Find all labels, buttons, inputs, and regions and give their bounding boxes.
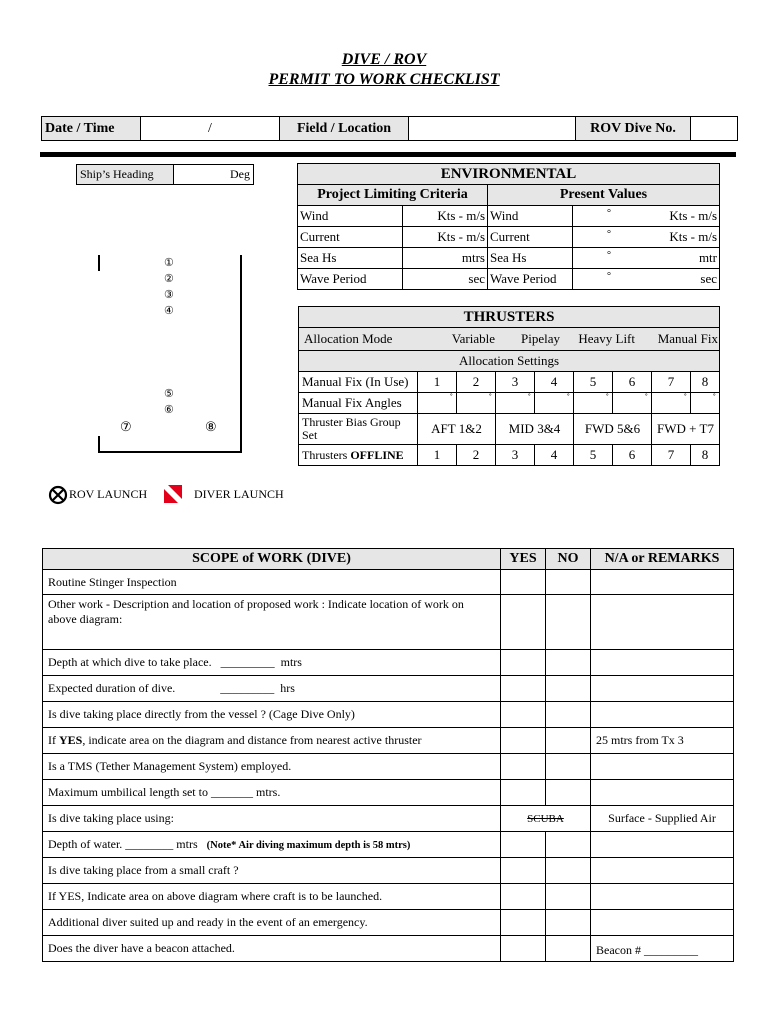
limit-field[interactable]: mtrs [403, 248, 488, 269]
offline-cell[interactable]: 2 [457, 445, 496, 466]
diver-down-flag-icon [164, 485, 182, 503]
header-divider [40, 152, 736, 157]
mode-manual-fix-option[interactable]: Manual Fix [657, 331, 718, 346]
remarks-cell[interactable] [591, 702, 734, 728]
yes-cell[interactable] [501, 570, 546, 595]
remarks-cell[interactable] [591, 650, 734, 676]
ships-heading-field[interactable]: Deg [174, 165, 254, 185]
remarks-cell[interactable] [591, 780, 734, 806]
yes-header: YES [501, 549, 546, 570]
limit-criteria-header: Project Limiting Criteria [298, 185, 488, 206]
yes-cell[interactable] [501, 728, 546, 754]
table-row: If YES, Indicate area on above diagram where craft is to be launched. [43, 884, 734, 910]
vessel-outline-left [98, 255, 100, 271]
field-location-field[interactable] [409, 117, 576, 141]
angle-cell[interactable]: ˚ [418, 393, 457, 414]
manual-fix-row: Manual Fix (In Use) 1 2 3 4 5 6 7 8 [299, 372, 720, 393]
env-row-wave-period: Wave Period sec Wave Period ° sec [298, 269, 720, 290]
present-field[interactable]: ° mtr [573, 248, 720, 269]
no-cell[interactable] [546, 754, 591, 780]
offline-cell[interactable]: 5 [574, 445, 613, 466]
remarks-header: N/A or REMARKS [591, 549, 734, 570]
table-row: Other work - Description and location of proposed work : Indicate location of work on above diagram: [43, 595, 734, 650]
table-row: Is dive taking place directly from the vessel ? (Cage Dive Only) [43, 702, 734, 728]
table-row: Does the diver have a beacon attached. Beacon # _________ [43, 936, 734, 962]
rov-launch-icon [48, 485, 68, 505]
yes-cell[interactable] [501, 910, 546, 936]
angle-cell[interactable]: ˚ [535, 393, 574, 414]
table-row: Depth at which dive to take place. _________ mtrs [43, 650, 734, 676]
yes-cell[interactable] [501, 884, 546, 910]
no-cell[interactable] [546, 858, 591, 884]
bias-group-fwd-t7[interactable]: FWD + T7 [652, 414, 720, 445]
yes-cell[interactable] [501, 676, 546, 702]
remarks-cell[interactable] [591, 676, 734, 702]
thrusters-offline-row: Thrusters OFFLINE 1 2 3 4 5 6 7 8 [299, 445, 720, 466]
no-cell[interactable] [546, 910, 591, 936]
allocation-mode-label: Allocation Mode [304, 331, 393, 346]
bias-group-aft[interactable]: AFT 1&2 [418, 414, 496, 445]
table-row: Routine Stinger Inspection [43, 570, 734, 595]
thruster-marker-4: ④ [164, 305, 174, 317]
rov-launch-label: ROV LAUNCH [69, 487, 148, 501]
angle-cell[interactable]: ˚ [613, 393, 652, 414]
yes-cell[interactable] [501, 595, 546, 650]
no-cell[interactable] [546, 728, 591, 754]
bias-group-mid[interactable]: MID 3&4 [496, 414, 574, 445]
no-cell[interactable] [546, 884, 591, 910]
env-row-sea-hs: Sea Hs mtrs Sea Hs ° mtr [298, 248, 720, 269]
table-row: Is a TMS (Tether Management System) employed. [43, 754, 734, 780]
manual-fix-cell[interactable]: 1 [418, 372, 457, 393]
limit-field[interactable]: Kts - m/s [403, 206, 488, 227]
angle-cell[interactable]: ˚ [574, 393, 613, 414]
thruster-marker-2: ② [164, 273, 174, 285]
thruster-marker-8: ⑧ [205, 419, 217, 434]
manual-fix-cell[interactable]: 3 [496, 372, 535, 393]
env-row-current: Current Kts - m/s Current ° Kts - m/s [298, 227, 720, 248]
remarks-cell[interactable] [591, 754, 734, 780]
no-cell[interactable] [546, 780, 591, 806]
yes-cell[interactable] [501, 858, 546, 884]
angle-cell[interactable]: ˚ [691, 393, 720, 414]
no-cell[interactable] [546, 570, 591, 595]
angle-cell[interactable]: ˚ [496, 393, 535, 414]
thruster-marker-7: ⑦ [120, 419, 132, 434]
allocation-mode-row [299, 328, 720, 351]
table-row: Expected duration of dive. _________ hrs [43, 676, 734, 702]
remarks-cell[interactable] [591, 570, 734, 595]
environmental-table [297, 163, 720, 290]
vessel-outline-right [240, 255, 242, 452]
table-row: Additional diver suited up and ready in the event of an emergency. [43, 910, 734, 936]
limit-field[interactable]: sec [403, 269, 488, 290]
form-title-line2: PERMIT TO WORK CHECKLIST [268, 71, 500, 88]
mode-pipelay-option[interactable]: Pipelay [521, 331, 560, 346]
thruster-marker-6: ⑥ [164, 404, 174, 416]
offline-cell[interactable]: 1 [418, 445, 457, 466]
scope-title: SCOPE of WORK (DIVE) [43, 549, 501, 570]
mode-heavy-lift-option[interactable]: Heavy Lift [578, 331, 635, 346]
diver-launch-label: DIVER LAUNCH [194, 487, 284, 501]
present-field[interactable]: ° Kts - m/s [573, 227, 720, 248]
surface-supplied-air-option[interactable]: Surface - Supplied Air [591, 806, 734, 832]
angle-cell[interactable]: ˚ [457, 393, 496, 414]
remarks-cell[interactable] [591, 910, 734, 936]
thruster-bias-row: Thruster Bias Group Set AFT 1&2 MID 3&4 FWD 5&6 FWD + T7 [299, 414, 720, 445]
manual-fix-cell[interactable]: 6 [613, 372, 652, 393]
remarks-cell[interactable] [591, 884, 734, 910]
present-values-header: Present Values [488, 185, 720, 206]
yes-cell[interactable] [501, 702, 546, 728]
manual-fix-cell[interactable]: 2 [457, 372, 496, 393]
table-row: Maximum umbilical length set to _______ mtrs. [43, 780, 734, 806]
table-row: Is dive taking place using: SCUBA Surface - Supplied Air [43, 806, 734, 832]
yes-cell[interactable] [501, 936, 546, 962]
offline-cell[interactable]: 8 [691, 445, 720, 466]
manual-fix-cell[interactable]: 8 [691, 372, 720, 393]
offline-cell[interactable]: 6 [613, 445, 652, 466]
present-field[interactable]: ° Kts - m/s [573, 206, 720, 227]
header-table [41, 116, 738, 141]
no-cell[interactable] [546, 595, 591, 650]
remarks-cell[interactable] [591, 858, 734, 884]
beacon-number-field[interactable]: Beacon # _________ [591, 936, 734, 962]
thruster-marker-1: ① [164, 257, 174, 269]
vessel-outline-bottom [100, 451, 242, 453]
no-header: NO [546, 549, 591, 570]
scope-of-work-table [42, 548, 734, 962]
mode-variable-option[interactable]: Variable [451, 331, 495, 346]
manual-fix-cell[interactable]: 4 [535, 372, 574, 393]
yes-cell[interactable] [501, 650, 546, 676]
remarks-cell[interactable]: 25 mtrs from Tx 3 [591, 728, 734, 754]
no-cell[interactable] [546, 676, 591, 702]
allocation-settings-label: Allocation Settings [299, 351, 720, 372]
scuba-option[interactable]: SCUBA [501, 806, 591, 832]
no-cell[interactable] [546, 936, 591, 962]
environmental-title: ENVIRONMENTAL [298, 164, 720, 185]
thrusters-table [298, 306, 720, 466]
no-cell[interactable] [546, 702, 591, 728]
no-cell[interactable] [546, 832, 591, 858]
rov-dive-no-label: ROV Dive No. [576, 117, 691, 141]
yes-cell[interactable] [501, 832, 546, 858]
env-row-wind: Wind Kts - m/s Wind ° Kts - m/s [298, 206, 720, 227]
table-row: Depth of water. ________ mtrs (Note* Air diving maximum depth is 58 mtrs) [43, 832, 734, 858]
angle-cell[interactable]: ˚ [652, 393, 691, 414]
form-title-line1: DIVE / ROV [341, 51, 427, 68]
bias-group-fwd[interactable]: FWD 5&6 [574, 414, 652, 445]
ships-heading-label: Ship’s Heading [77, 165, 174, 185]
thruster-marker-5: ⑤ [164, 388, 174, 400]
manual-fix-angles-row: Manual Fix Angles ˚ ˚ ˚ ˚ ˚ ˚ ˚ ˚ [299, 393, 720, 414]
thruster-marker-3: ③ [164, 289, 174, 301]
table-row: Is dive taking place from a small craft ? [43, 858, 734, 884]
offline-cell[interactable]: 7 [652, 445, 691, 466]
date-time-field[interactable]: / [141, 117, 280, 141]
vessel-outline-left-aft [98, 436, 100, 453]
manual-fix-cell[interactable]: 7 [652, 372, 691, 393]
no-cell[interactable] [546, 650, 591, 676]
date-time-label: Date / Time [42, 117, 141, 141]
offline-cell[interactable]: 4 [535, 445, 574, 466]
yes-cell[interactable] [501, 754, 546, 780]
remarks-cell[interactable] [591, 595, 734, 650]
table-row: If YES, indicate area on the diagram and distance from nearest active thruster 25 mtrs from Tx 3 [43, 728, 734, 754]
rov-dive-no-field[interactable] [691, 117, 738, 141]
ships-heading-table [76, 164, 254, 185]
remarks-cell[interactable] [591, 832, 734, 858]
field-location-label: Field / Location [280, 117, 409, 141]
offline-cell[interactable]: 3 [496, 445, 535, 466]
limit-field[interactable]: Kts - m/s [403, 227, 488, 248]
yes-cell[interactable] [501, 780, 546, 806]
manual-fix-cell[interactable]: 5 [574, 372, 613, 393]
present-field[interactable]: ° sec [573, 269, 720, 290]
thrusters-title: THRUSTERS [299, 307, 720, 328]
